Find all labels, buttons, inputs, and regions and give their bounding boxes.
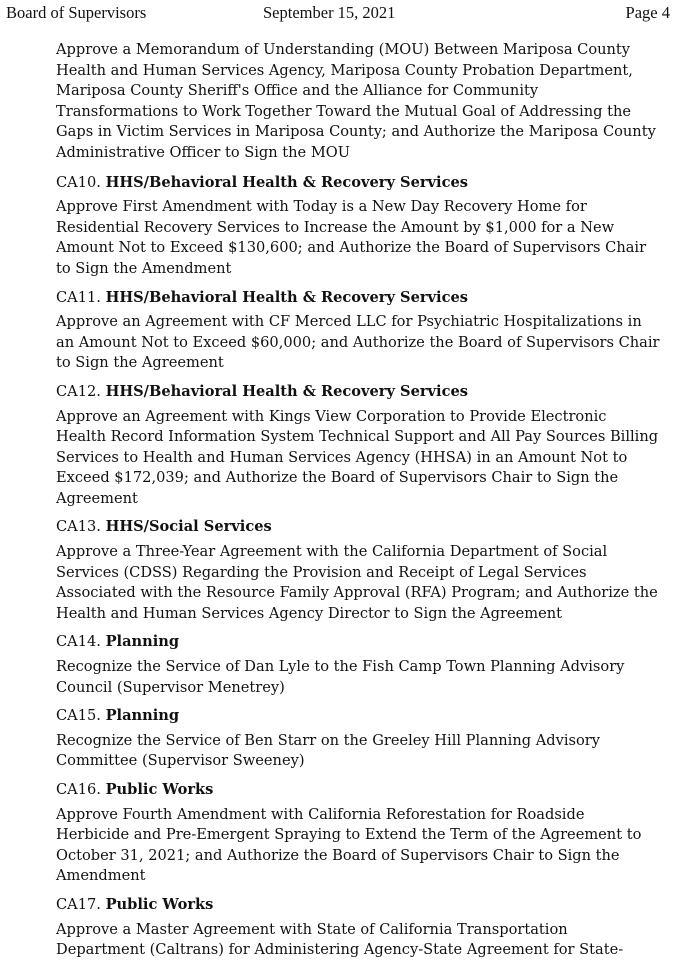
agenda-item-description: Approve a Master Agreement with State of California Transportation Department (Caltrans) for Administering Agency-State Agreement for State- — [56, 920, 624, 959]
agenda-item-department: HHS/Behavioral Health & Recovery Services — [105, 173, 468, 191]
agenda-item-description: Approve an Agreement with CF Merced LLC for Psychiatric Hospitalizations in an Amount Not to Exceed $60,000; and Authorize the Board of Supervisors Chair to Sign the Agreement — [56, 313, 660, 372]
agenda-item-number: CA11. — [56, 288, 101, 306]
header-page-number: Page 4 — [625, 3, 670, 22]
agenda-item-number: CA13. — [56, 518, 101, 536]
agenda-item-number: CA16. — [56, 781, 101, 798]
header-meeting-date: September 15, 2021 — [263, 3, 396, 22]
agenda-item-description: Approve First Amendment with Today is a New Day Recovery Home for Residential Recovery Services to Increase the Amount by $1,000 for a New Amount Not to Exceed $130,600; and Authorize the Board of Supervisors Chair to Sign the Amendment — [56, 198, 647, 277]
agenda-content — [56, 40, 661, 969]
agenda-item — [56, 382, 661, 510]
agenda-item-description: Approve a Three-Year Agreement with the California Department of Social Services (CDSS) Regarding the Provision and Receipt of Legal Services Associated with the Resource Family Approval (RFA) Program; and Authorize the Health and Human Services Agency Director to Sign the Agreement — [56, 543, 658, 622]
agenda-item-number: CA10. — [56, 173, 101, 191]
agenda-item — [56, 632, 661, 698]
agenda-item-heading — [56, 288, 661, 309]
agenda-item-number: CA17. — [56, 895, 101, 913]
agenda-item-heading — [56, 517, 661, 538]
agenda-item-department: Planning — [105, 633, 180, 651]
agenda-item — [56, 173, 661, 280]
agenda-item-description: Approve an Agreement with Kings View Corporation to Provide Electronic Health Record Information System Technical Support and All Pay Sources Billing Services to Health and Human Services Agency (HHSA) in an Amount Not to Exceed $172,039; and Authorize the Board of Supervisors Chair to Sign the Agreement — [56, 407, 659, 507]
consent-agenda-items — [56, 173, 661, 961]
agenda-item-description: Recognize the Service of Dan Lyle to the Fish Camp Town Planning Advisory Council (Supervisor Menetrey) — [56, 658, 625, 696]
page-header — [6, 3, 670, 25]
agenda-item-number: CA15. — [56, 707, 101, 725]
agenda-item — [56, 895, 661, 961]
agenda-item-description: Recognize the Service of Ben Starr on the Greeley Hill Planning Advisory Committee (Supervisor Sweeney) — [56, 731, 600, 770]
agenda-item-heading — [56, 895, 661, 916]
agenda-item-heading — [56, 706, 661, 727]
agenda-item-heading — [56, 780, 661, 801]
agenda-item — [56, 706, 661, 772]
agenda-item-department: Public Works — [105, 781, 214, 798]
agenda-item-department: Public Works — [105, 895, 214, 913]
agenda-item-heading — [56, 382, 661, 403]
agenda-item-department: HHS/Behavioral Health & Recovery Services — [105, 382, 468, 400]
agenda-item-department: HHS/Social Services — [105, 518, 272, 536]
agenda-item — [56, 780, 661, 887]
agenda-item — [56, 517, 661, 624]
agenda-item-description: Approve Fourth Amendment with California Reforestation for Roadside Herbicide and Pre-Emergent Spraying to Extend the Term of the Agreement to October 31, 2021; and Authorize the Board of Supervisors Chair to Sign the Amendment — [56, 805, 642, 885]
agenda-item-department: HHS/Behavioral Health & Recovery Services — [105, 288, 468, 306]
header-board-name: Board of Supervisors — [6, 3, 147, 22]
agenda-item-number: CA14. — [56, 633, 101, 651]
agenda-item-number: CA12. — [56, 382, 101, 400]
agenda-item — [56, 288, 661, 374]
continued-item-description: Approve a Memorandum of Understanding (MOU) Between Mariposa County Health and Human Services Agency, Mariposa County Probation Department, Mariposa County Sheriff's Office and the Alliance for Community Transformations to Work Together Toward the Mutual Goal of Addressing the Gaps in Victim Services in Mariposa County; and Authorize the Mariposa County Administrative Officer to Sign the MOU — [56, 41, 656, 161]
agenda-item-department: Planning — [105, 707, 180, 725]
agenda-item-heading — [56, 632, 661, 653]
agenda-item-heading — [56, 173, 661, 194]
